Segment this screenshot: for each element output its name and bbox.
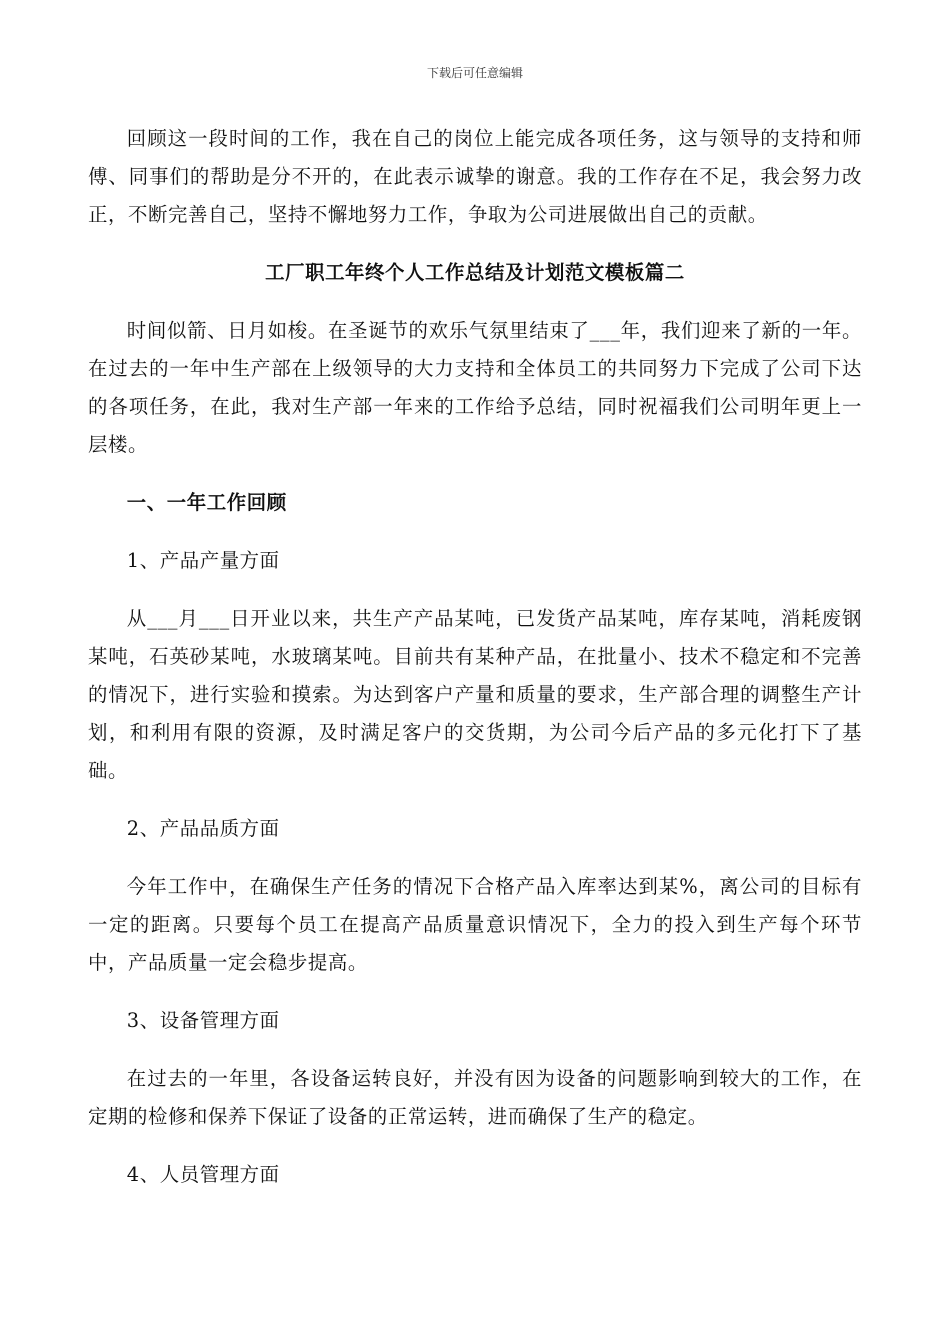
spacer (88, 234, 862, 254)
paragraph-output: 从___月___日开业以来，共生产产品某吨，已发货产品某吨，库存某吨，消耗废钢某吨，石英砂某吨，水玻璃某吨。目前共有某种产品，在批量小、技术不稳定和不完善的情况下，进行实验和摸索。为达到客户产量和质量的要求，生产部合理的调整生产计划，和利用有限的资源，及时满足客户的交货期，为公司今后产品的多元化打下了基础。 (88, 607, 862, 782)
subheading-quality: 2、产品品质方面 (126, 817, 280, 840)
spacer (88, 464, 862, 484)
subheading-output: 1、产品产量方面 (126, 549, 280, 572)
subheading-personnel: 4、人员管理方面 (126, 1163, 280, 1186)
spacer (88, 522, 862, 542)
spacer (88, 982, 862, 1002)
spacer (88, 580, 862, 600)
page-header: 下载后可任意编辑 (426, 66, 523, 80)
paragraph-equipment: 在过去的一年里，各设备运转良好，并没有因为设备的问题影响到较大的工作，在定期的检修和保养下保证了设备的正常运转，进而确保了生产的稳定。 (88, 1067, 862, 1128)
spacer (88, 292, 862, 312)
heading-year-review: 一、一年工作回顾 (126, 491, 287, 514)
spacer (88, 848, 862, 868)
document-body (88, 120, 862, 1194)
paragraph-review: 回顾这一段时间的工作，我在自己的岗位上能完成各项任务，这与领导的支持和师傅、同事们的帮助是分不开的，在此表示诚挚的谢意。我的工作存在不足，我会努力改正，不断完善自己，坚持不懈地努力工作，争取为公司进展做出自己的贡献。 (88, 127, 862, 226)
subheading-equipment: 3、设备管理方面 (126, 1009, 280, 1032)
section-title: 工厂职工年终个人工作总结及计划范文模板篇二 (265, 261, 685, 284)
spacer (88, 1040, 862, 1060)
spacer (88, 1136, 862, 1156)
spacer (88, 790, 862, 810)
paragraph-quality: 今年工作中，在确保生产任务的情况下合格产品入库率达到某%，离公司的目标有一定的距离。只要每个员工在提高产品质量意识情况下，全力的投入到生产每个环节中，产品质量一定会稳步提高。 (88, 875, 862, 974)
paragraph-intro: 时间似箭、日月如梭。在圣诞节的欢乐气氛里结束了___年，我们迎来了新的一年。在过去的一年中生产部在上级领导的大力支持和全体员工的共同努力下完成了公司下达的各项任务，在此，我对生产部一年来的工作给予总结，同时祝福我们公司明年更上一层楼。 (88, 319, 862, 456)
